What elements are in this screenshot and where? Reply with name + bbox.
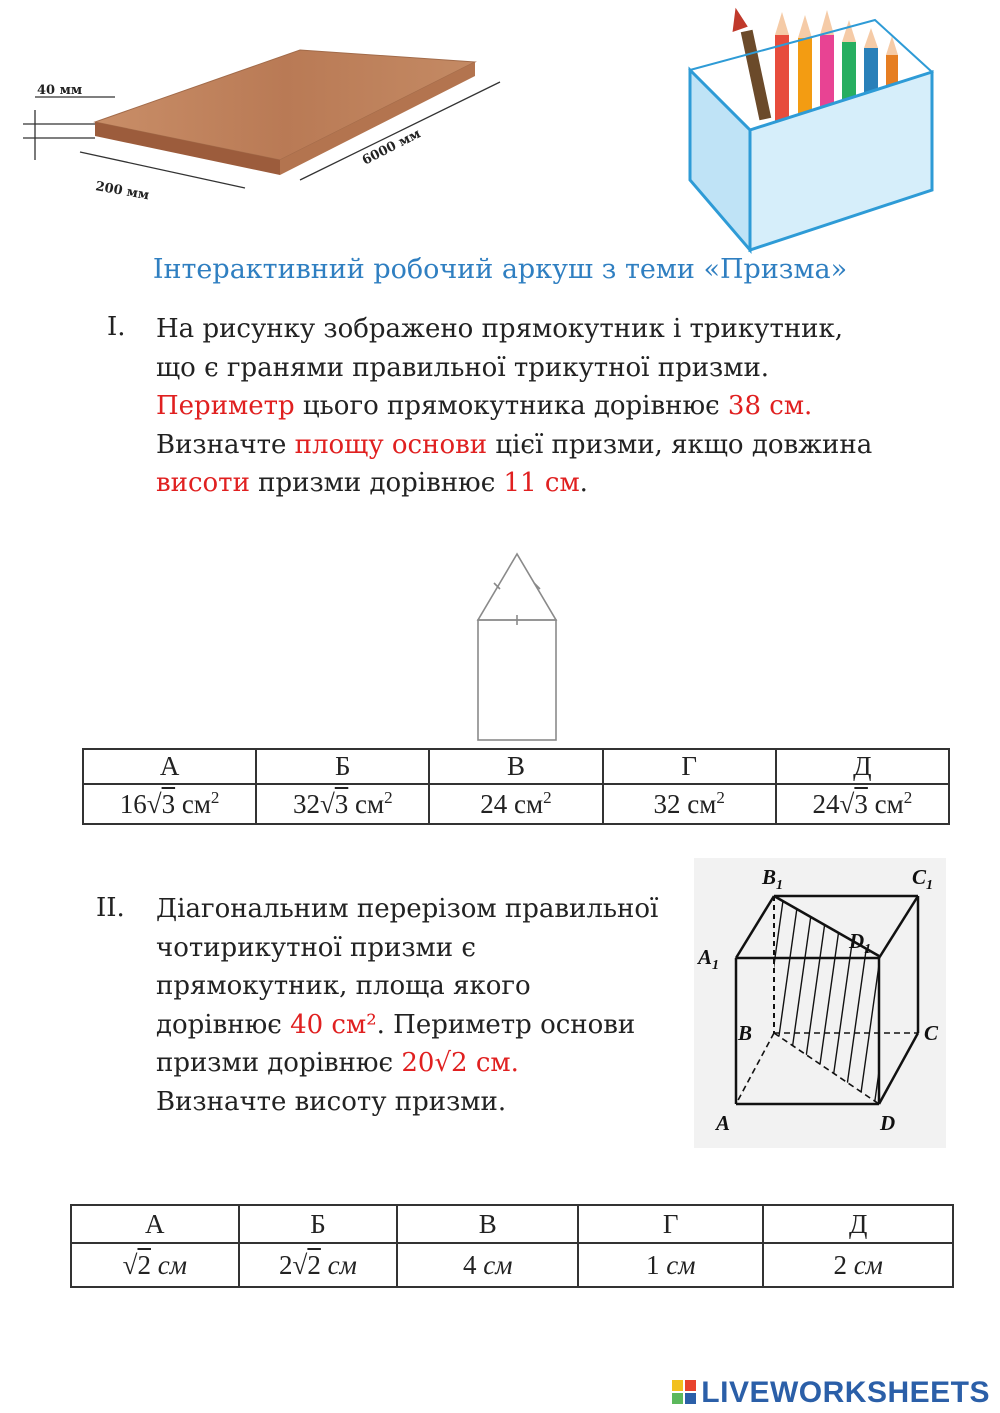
label-d1: $D_1$ <box>849 929 872 957</box>
q2-line4-text2: . Периметр основи <box>376 1009 636 1040</box>
q1-option-letter-a: А <box>83 749 256 784</box>
width-label: 200 мм <box>94 179 151 204</box>
q1-option-value-g[interactable]: 32 $см^2$ <box>603 784 776 824</box>
thickness-label: 40 мм <box>37 83 83 98</box>
prism-diagonal-section-figure <box>694 858 946 1148</box>
question2-text <box>156 890 696 1121</box>
question2-number: II. <box>96 893 125 923</box>
q1-line4 <box>156 426 956 465</box>
q2-line6: Визначте висоту призми. <box>156 1086 507 1117</box>
q1-height-term: висоти <box>156 468 250 498</box>
question2-options-table <box>70 1204 954 1288</box>
length-label: 6000 мм <box>360 126 424 169</box>
q1-perimeter-value: 38 см. <box>727 391 813 421</box>
q1-line5-end: . <box>579 468 588 498</box>
q1-option-letter-b: Б <box>256 749 429 784</box>
q1-option-value-d[interactable]: 24√3 $см^2$ <box>776 784 949 824</box>
q2-perimeter-value: 20√2 см. <box>401 1048 519 1078</box>
q1-line4-text2: цієї призми, якщо довжина <box>487 429 873 460</box>
label-b1: $B_1$ <box>762 865 784 893</box>
q1-line5 <box>156 464 956 503</box>
label-c1: $C_1$ <box>912 865 934 893</box>
q1-line5-text: призми дорівнює <box>249 468 504 498</box>
prism-faces-figure <box>470 548 565 746</box>
q1-option-value-v[interactable]: 24 $см^2$ <box>429 784 602 824</box>
question1-number: I. <box>107 312 126 342</box>
q2-line2: чотирикутної призми є <box>156 932 476 963</box>
label-b: B <box>738 1021 753 1045</box>
q2-option-letter-a: А <box>71 1205 239 1243</box>
page-title: Інтерактивний робочий аркуш з теми «Призма» <box>152 254 848 285</box>
label-a: A <box>716 1111 731 1135</box>
q2-area-value: 40 см² <box>290 1009 377 1040</box>
q1-option-letter-v: В <box>429 749 602 784</box>
q2-option-letter-v: В <box>397 1205 578 1243</box>
q1-line1: На рисунку зображено прямокутник і трикутник, <box>156 314 843 344</box>
liveworksheets-logo-icon <box>671 1379 697 1405</box>
q2-option-letter-b: Б <box>239 1205 398 1243</box>
q2-option-letter-g: Г <box>578 1205 763 1243</box>
watermark-text: LIVEWORKSHEETS <box>701 1376 990 1409</box>
q1-line3 <box>156 387 956 426</box>
pencil-box-illustration <box>670 0 940 255</box>
q2-option-letter-d: Д <box>763 1205 953 1243</box>
q2-option-value-b[interactable]: 2√2 см <box>239 1243 398 1287</box>
q1-line2: що є гранями правильної трикутної призми. <box>156 352 770 383</box>
q2-option-value-d[interactable]: 2 см <box>763 1243 953 1287</box>
q2-line3: прямокутник, площа якого <box>156 971 531 1001</box>
q1-option-value-b[interactable]: 32√3 $см^2$ <box>256 784 429 824</box>
q1-line4-text1: Визначте <box>156 429 295 460</box>
q2-option-value-v[interactable]: 4 см <box>397 1243 578 1287</box>
liveworksheets-watermark <box>671 1376 990 1410</box>
q2-line4-text1: дорівнює <box>156 1009 291 1040</box>
q1-height-value: 11 см <box>503 468 580 498</box>
question1-options-table <box>82 748 950 825</box>
label-c: C <box>924 1021 939 1045</box>
q2-line1: Діагональним перерізом правильної <box>156 894 659 924</box>
question1-text <box>156 310 956 503</box>
q1-option-value-a[interactable]: 16√3 $см^2$ <box>83 784 256 824</box>
q1-base-area-term: площу основи <box>294 429 488 460</box>
wooden-board-illustration <box>15 40 515 215</box>
q2-option-value-a[interactable]: √2 см <box>71 1243 239 1287</box>
q2-line5 <box>156 1044 696 1083</box>
q1-line3-text: цього прямокутника дорівнює <box>294 391 728 421</box>
q2-option-value-g[interactable]: 1 см <box>578 1243 763 1287</box>
label-a1: $A_1$ <box>698 945 720 973</box>
q1-option-letter-d: Д <box>776 749 949 784</box>
label-d: D <box>880 1111 896 1135</box>
q2-line5-text: призми дорівнює <box>156 1048 402 1078</box>
q2-line4 <box>156 1006 696 1045</box>
q1-option-letter-g: Г <box>603 749 776 784</box>
q1-perimeter-term: Периметр <box>156 391 295 421</box>
